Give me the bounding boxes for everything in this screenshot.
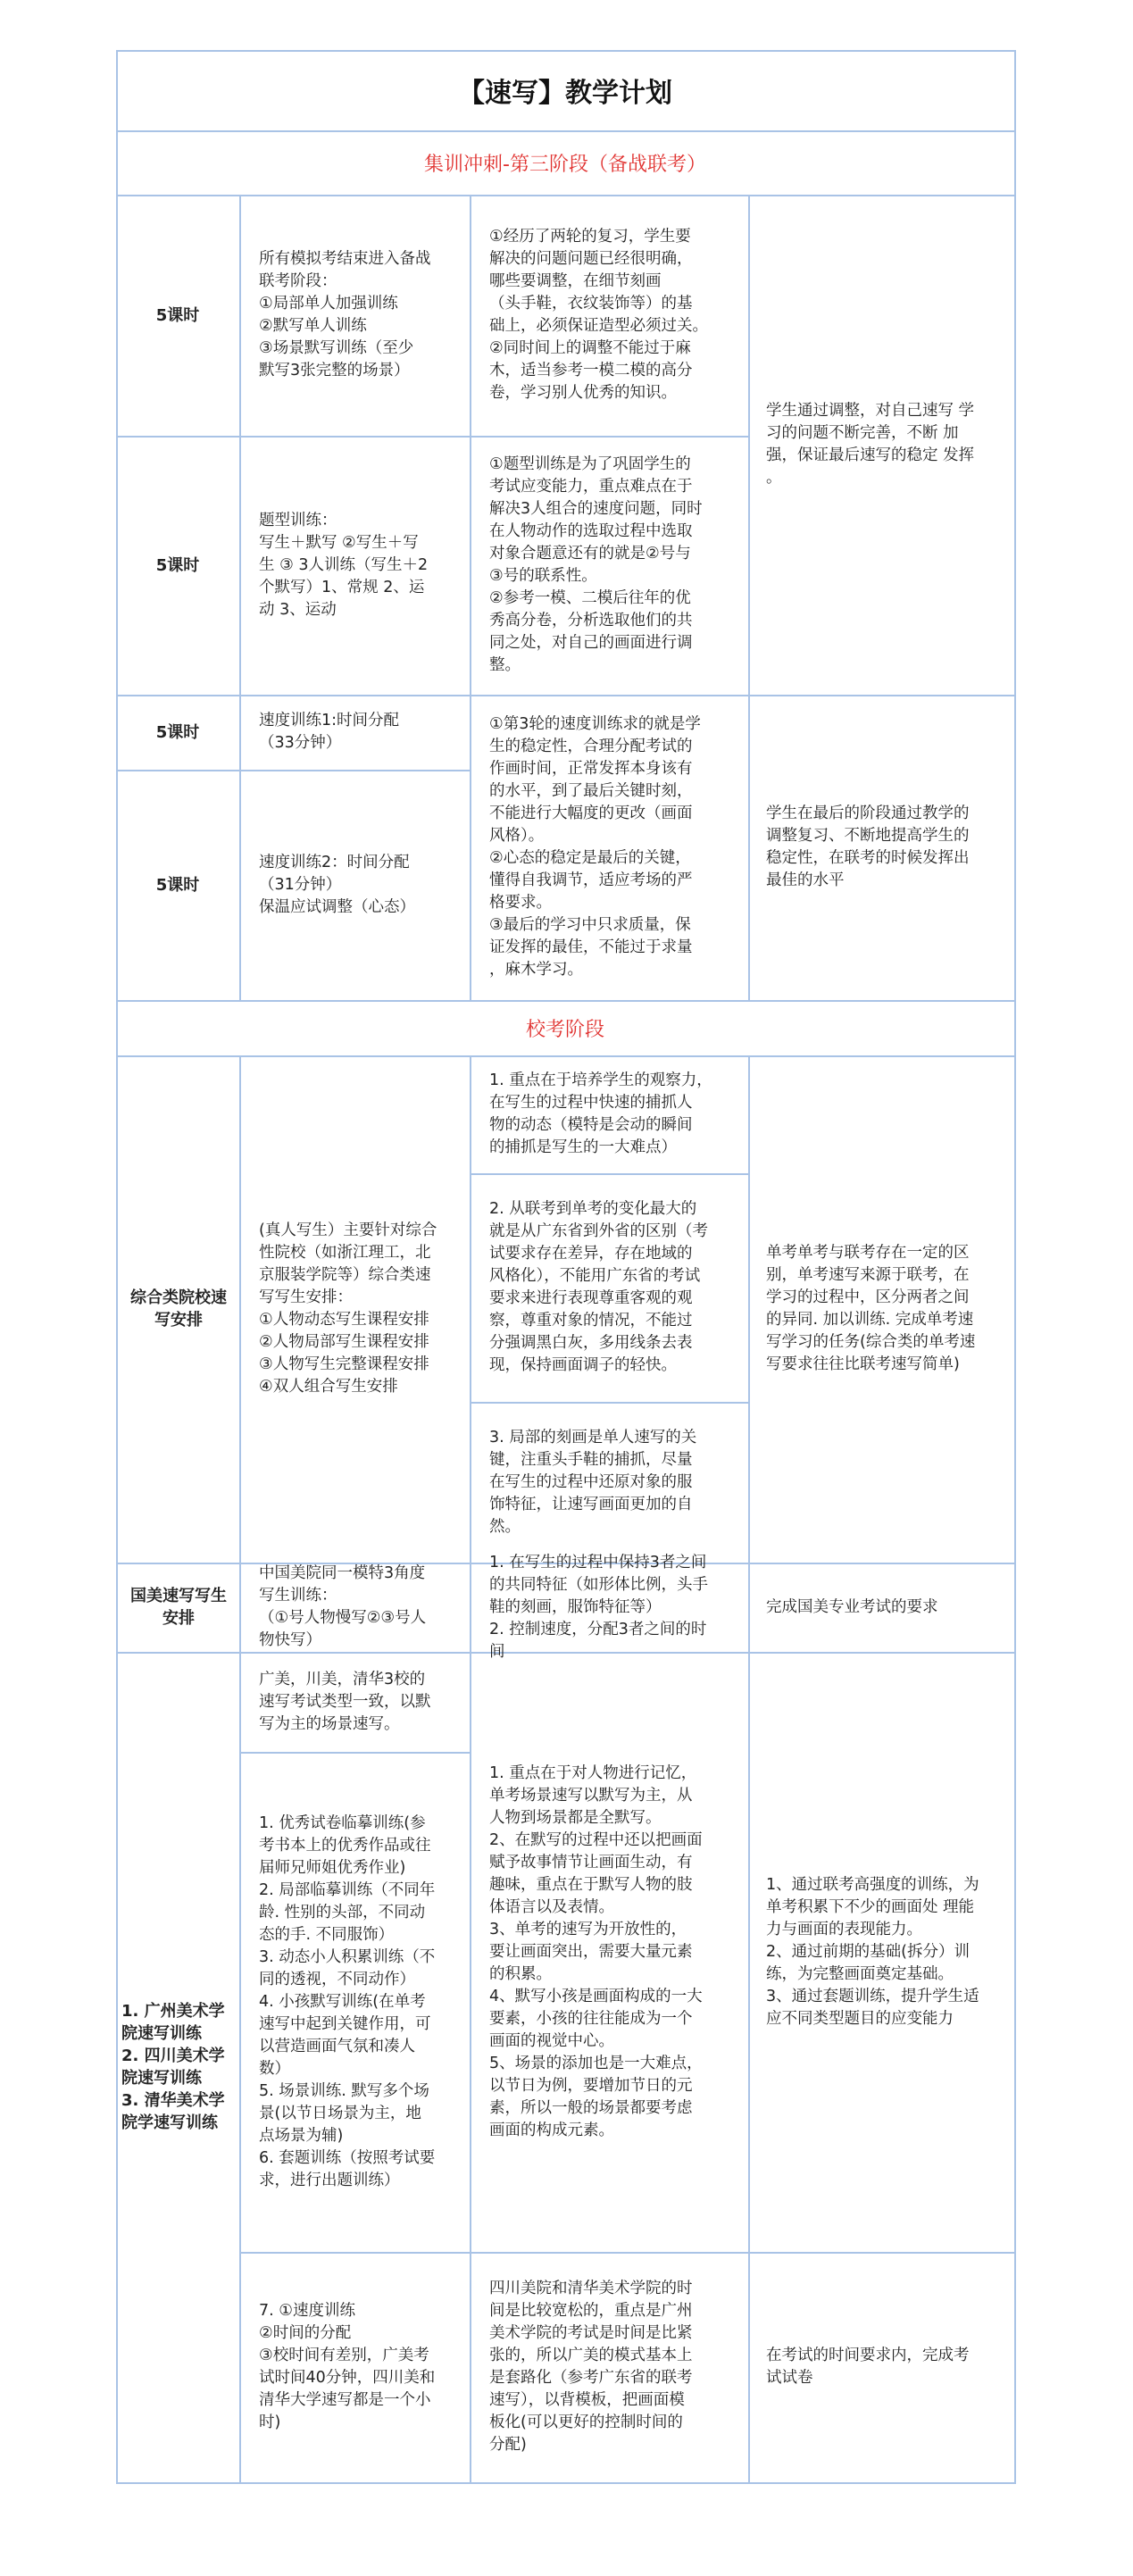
speed-training-notes xyxy=(489,695,746,1000)
grid-line xyxy=(1014,50,1016,2484)
goal-rows1-2 xyxy=(766,195,1005,695)
row1-time xyxy=(116,195,239,436)
training-content: 速度训练1:时间分配 （33分钟） xyxy=(259,712,400,752)
guomei-goal xyxy=(766,1563,1007,1652)
key-points-text: 1. 重点在于对人物进行记忆， 单考场景速写以默写为主，从 人物到场景都是全默写。 2、在默写的过程中还以把画面 赋予故事情节让画面生动，有 趣味，重点在于默写人物的肢 体语言以及表情。 3、单考的速写为开放性的， 要让画面突出，需要大量元素 的积累。 4、默写小孩是画面构成的一大 要素，小孩的往往能成为一个 画面的视觉中心。 5、场景的添加也是一大难点， 以节日为例，要增加节日的元 素，所以一般的场景都要考虑 画面的构成元素。 xyxy=(489,1763,703,2139)
key-points-text: ①题型训练是为了巩固学生的 考试应变能力，重点难点在于 解决3人组合的速度问题，同时 在人物动作的选取过程中选取 对象合题意还有的就是②号与 ③号的联系性。 ②参考一模、二模后往年的优 秀高分卷，分析选取他们的共 同之处，对自己的画面进行调 整。 xyxy=(489,455,703,674)
three-notes-1 xyxy=(489,1652,748,2252)
training-content: 中国美院同一模特3角度 写生训练： （①号人物慢写②③号人 物快写） xyxy=(259,1564,427,1649)
grid-line xyxy=(748,1055,750,2482)
class-hours-label: 5课时 xyxy=(155,555,200,575)
goal-text: 学生在最后的阶段通过教学的 调整复习、不断地提高学生的 稳定性，在联考的时候发挥出 最佳的水平 xyxy=(766,804,970,889)
key-points-text: 1. 在写生的过程中保持3者之间 的共同特征（如形体比例，头手 鞋的刻画，服饰特征等） 2. 控制速度，分配3者之间的时 间 xyxy=(489,1553,708,1661)
three-goal-1 xyxy=(766,1652,1007,2252)
three-content-1 xyxy=(259,1652,470,1752)
class-hours-label: 5课时 xyxy=(155,305,200,325)
row4-time xyxy=(116,770,239,1000)
key-points-text: ①经历了两轮的复习，学生要 解决的问题问题已经很明确， 哪些要调整，在细节刻画 （头手鞋，衣纹装饰等）的基 础上，必须保证造型必须过关。 ②同时间上的调整不能过于麻 木，适当参考一模二模的高分 卷，学习别人优秀的知识。 xyxy=(489,228,708,402)
row2-notes xyxy=(489,436,746,695)
goal-text: 学生通过调整，对自己速写 学 习的问题不断完善，不断 加 强，保证最后速写的稳定 发挥 。 xyxy=(766,402,975,487)
grid-line xyxy=(239,1055,241,2482)
key-points-text: ①第3轮的速度训练求的就是学 生的稳定性，合理分配考试的 作画时间，正常发挥本身该有 的水平，到了最后关键时刻， 不能进行大幅度的更改（画面 风格）。 ②心态的稳定是最后的关键， 懂得自我调节，适应考场的严 格要求。 ③最后的学习中只求质量，保 证发挥的最佳，不能过于求量 ，麻木学习。 xyxy=(489,715,701,979)
zonghe-note-1 xyxy=(489,1055,748,1173)
section2-heading-cell xyxy=(116,1000,1014,1055)
guomei-notes xyxy=(489,1553,748,1661)
class-hours-label: 5课时 xyxy=(155,722,200,742)
grid-line xyxy=(239,195,241,1000)
training-content: 1. 优秀试卷临摹训练(参 考书本上的优秀作品或往 届师兄师姐优秀作业) 2. 局部临摹训练（不同年 龄. 性别的头部，不同动 态的手. 不同服饰） 3. 动态小人积累训练（不 同的透视，不同动作） 4. 小孩默写训练(在单考 速写中起到关键作用，可 以营造画面气氛和凑人 数） 5. 场景训练. 默写多个场 景(以节日场景为主，地 点场景为辅) 6. 套题训练（按照考试要 求，进行出题训练） xyxy=(259,1813,436,2189)
row2-time xyxy=(116,436,239,695)
zonghe-note-3 xyxy=(489,1402,748,1563)
zonghe-goal xyxy=(766,1055,1007,1563)
training-content: 所有模拟考结束进入备战 联考阶段： ①局部单人加强训练 ②默写单人训练 ③场景默写训练（至少 默写3张完整的场景） xyxy=(259,250,431,379)
training-content: 速度训练2：时间分配 （31分钟） 保温应试调整（心态） xyxy=(259,853,415,916)
row3-time xyxy=(116,695,239,770)
key-points-text: 1. 重点在于培养学生的观察力， 在写生的过程中快速的捕抓人 物的动态（模特是会动的瞬间 的捕抓是写生的一大难点） xyxy=(489,1071,712,1156)
key-points-text: 四川美院和清华美术学院的时 间是比较宽松的，重点是广州 美术学院的考试是时间是比紧 张的，所以广美的模式基本上 是套路化（参考广东省的联考 速写），以背模板，把画面模 板化(可以更好的控制时间的 分配) xyxy=(489,2280,693,2454)
goal-rows3-4 xyxy=(766,695,1005,1000)
row2-content xyxy=(259,436,464,695)
goal-text: 单考单考与联考存在一定的区 别，单考速写来源于联考，在 学习的过程中，区分两者之间 的异同. 加以训练. 完成单考速 写学习的任务(综合类的单考速 写要求往往比联考速写简单) xyxy=(766,1244,976,1373)
grid-line xyxy=(748,195,750,1000)
guomei-content xyxy=(259,1563,470,1652)
row4-content xyxy=(259,770,464,1000)
category-label: 综合类院校速 写安排 xyxy=(130,1288,227,1330)
training-content: 7. ①速度训练 ②时间的分配 ③校时间有差别，广美考 试时间40分钟，四川美和 清华大学速写都是一个小 时) xyxy=(259,2302,436,2431)
zonghe-content xyxy=(259,1055,470,1563)
grid-line xyxy=(470,1055,471,2482)
category-label: 国美速写写生 安排 xyxy=(130,1587,227,1628)
goal-text: 1、通过联考高强度的训练，为 单考积累下不少的画面处 理能 力与画面的表现能力。 2、通过前期的基础(拆分）训 练，为完整画面奠定基础。 3、通过套题训练，提升学生适 应不同类型题目的应变能力 xyxy=(766,1875,979,2028)
table-title-cell xyxy=(116,50,1014,130)
goal-text: 完成国美专业考试的要求 xyxy=(766,1597,938,1616)
three-schools-label xyxy=(121,1652,239,2482)
grid-line xyxy=(116,2482,1014,2484)
three-content-2 xyxy=(259,1752,470,2252)
row3-content xyxy=(259,695,464,770)
three-notes-2 xyxy=(489,2252,748,2482)
training-content: 广美，川美，清华3校的 速写考试类型一致，以默 写为主的场景速写。 xyxy=(259,1670,431,1733)
category-label: 1. 广州美术学 院速写训练 2. 四川美术学 院速写训练 3. 清华美术学 院学速写训练 xyxy=(121,2002,225,2132)
row1-content xyxy=(259,195,464,436)
guomei-label xyxy=(118,1563,239,1652)
section1-heading-cell xyxy=(116,130,1014,195)
training-content: (真人写生）主要针对综合 性院校（如浙江理工，北 京服装学院等）综合类速 写写生安排： ①人物动态写生课程安排 ②人物局部写生课程安排 ③人物写生完整课程安排 ④双人组合写生安排 xyxy=(259,1221,437,1396)
training-content: 题型训练： 写生＋默写 ②写生＋写 生 ③ 3人训练（写生＋2 个默写）1、常规 2、运 动 3、运动 xyxy=(259,511,429,619)
zonghe-label xyxy=(118,1055,239,1563)
row1-notes xyxy=(489,195,746,436)
page-title: 【速写】教学计划 xyxy=(458,78,672,109)
section-heading-stage3: 集训冲刺-第三阶段（备战联考） xyxy=(424,153,706,176)
section-heading-school-exam: 校考阶段 xyxy=(525,1018,604,1041)
grid-line xyxy=(470,195,471,1000)
key-points-text: 2. 从联考到单考的变化最大的 就是从广东省到外省的区别（考 试要求存在差异，存在地域的 风格化），不能用广东省的考试 要求来进行表现尊重客观的观 察，尊重对象的情况，不能过 分强调黑白灰，多用线条去表 现，保持画面调子的轻快。 xyxy=(489,1200,708,1374)
zonghe-note-2 xyxy=(489,1173,748,1402)
three-content-3 xyxy=(259,2252,470,2482)
goal-text: 在考试的时间要求内，完成考 试试卷 xyxy=(766,2347,970,2387)
class-hours-label: 5课时 xyxy=(155,875,200,895)
three-goal-2 xyxy=(766,2252,1007,2482)
key-points-text: 3. 局部的刻画是单人速写的关 键，注重头手鞋的捕抓，尽量 在写生的过程中还原对象的服 饰特征，让速写画面更加的自 然。 xyxy=(489,1428,697,1536)
